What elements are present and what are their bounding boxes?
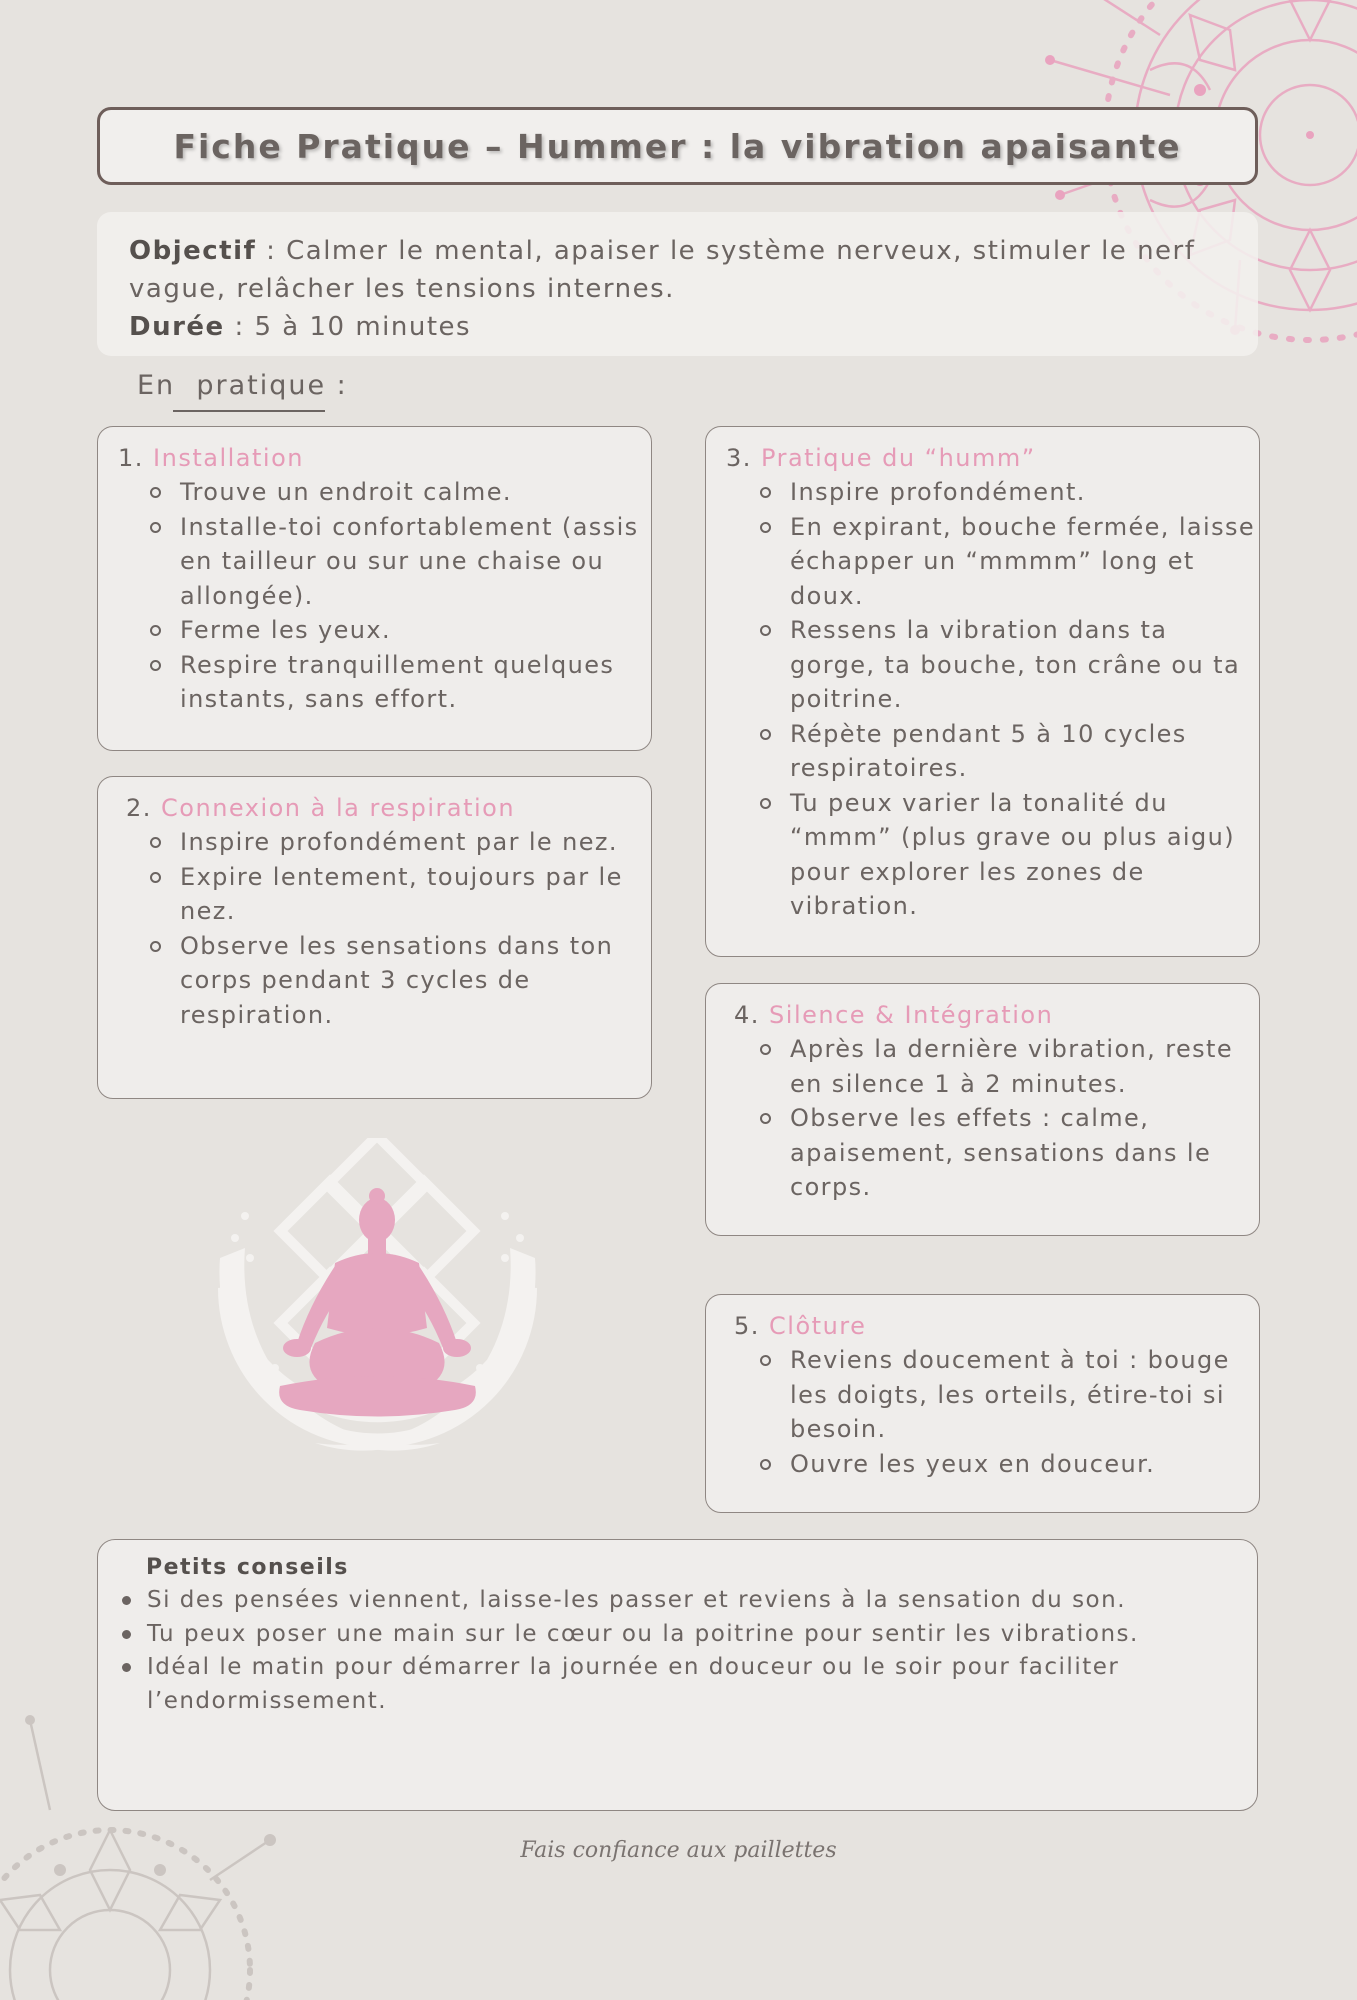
step-list xyxy=(118,475,651,717)
step-number: 1. xyxy=(118,444,144,472)
step-heading: Pratique du “humm” xyxy=(761,444,1036,472)
step-card-respiration xyxy=(97,776,652,1099)
list-item: Inspire profondément par le nez. xyxy=(180,825,651,860)
section-heading xyxy=(137,370,348,401)
step-heading: Installation xyxy=(153,444,304,472)
step-card-humm xyxy=(705,426,1260,957)
objective-line xyxy=(129,232,1226,308)
list-item: Expire lentement, toujours par le nez. xyxy=(180,860,651,929)
step-number: 2. xyxy=(126,794,152,822)
duration-line xyxy=(129,308,1226,346)
section-heading-text: En pratique : xyxy=(137,370,348,401)
tips-list xyxy=(98,1584,1227,1718)
title-box xyxy=(97,107,1258,185)
footer-tagline: Fais confiance aux paillettes xyxy=(520,1838,837,1863)
step-list xyxy=(734,1343,1259,1481)
step-number: 5. xyxy=(734,1312,760,1340)
objective-label: Objectif xyxy=(129,236,257,266)
list-item: Idéal le matin pour démarrer la journée en douceur ou le soir pour faciliter l’endormissement. xyxy=(147,1651,1227,1718)
step-card-installation xyxy=(97,426,652,751)
list-item: Observe les sensations dans ton corps pendant 3 cycles de respiration. xyxy=(180,929,651,1033)
objective-text: : Calmer le mental, apaiser le système nerveux, stimuler le nerf vague, relâcher les tensions internes. xyxy=(129,236,1196,304)
list-item: Si des pensées viennent, laisse-les passer et reviens à la sensation du son. xyxy=(147,1584,1227,1618)
tips-title: Petits conseils xyxy=(146,1555,349,1580)
list-item: Inspire profondément. xyxy=(790,475,1259,510)
step-header xyxy=(726,441,1259,475)
step-header xyxy=(734,998,1259,1032)
step-header xyxy=(734,1309,1259,1343)
step-heading: Silence & Intégration xyxy=(769,1001,1054,1029)
list-item: En expirant, bouche fermée, laisse échapper un “mmmm” long et doux. xyxy=(790,510,1259,614)
step-list xyxy=(126,825,651,1032)
list-item: Après la dernière vibration, reste en silence 1 à 2 minutes. xyxy=(790,1032,1259,1101)
list-item: Ouvre les yeux en douceur. xyxy=(790,1447,1259,1482)
step-heading: Clôture xyxy=(769,1312,867,1340)
list-item: Trouve un endroit calme. xyxy=(180,475,651,510)
duration-label: Durée xyxy=(129,312,225,342)
list-item: Répète pendant 5 à 10 cycles respiratoires. xyxy=(790,717,1259,786)
step-header xyxy=(118,441,651,475)
step-list xyxy=(726,475,1259,924)
list-item: Reviens doucement à toi : bouge les doigts, les orteils, étire-toi si besoin. xyxy=(790,1343,1259,1447)
list-item: Ferme les yeux. xyxy=(180,613,651,648)
duration-text: : 5 à 10 minutes xyxy=(224,312,472,342)
list-item: Installe-toi confortablement (assis en tailleur ou sur une chaise ou allongée). xyxy=(180,510,651,614)
step-header xyxy=(126,791,651,825)
section-underline xyxy=(173,410,325,412)
tips-box xyxy=(97,1539,1258,1811)
meditation-figure-illustration xyxy=(205,1138,550,1473)
objective-box xyxy=(97,212,1258,356)
list-item: Tu peux poser une main sur le cœur ou la poitrine pour sentir les vibrations. xyxy=(147,1618,1227,1652)
list-item: Observe les effets : calme, apaisement, sensations dans le corps. xyxy=(790,1101,1259,1205)
list-item: Respire tranquillement quelques instants, sans effort. xyxy=(180,648,651,717)
list-item: Ressens la vibration dans ta gorge, ta bouche, ton crâne ou ta poitrine. xyxy=(790,613,1259,717)
step-card-silence xyxy=(705,983,1260,1236)
list-item: Tu peux varier la tonalité du “mmm” (plus grave ou plus aigu) pour explorer les zones de vibration. xyxy=(790,786,1259,924)
step-list xyxy=(734,1032,1259,1205)
step-heading: Connexion à la respiration xyxy=(161,794,516,822)
step-number: 3. xyxy=(726,444,752,472)
step-card-cloture xyxy=(705,1294,1260,1513)
step-number: 4. xyxy=(734,1001,760,1029)
page-title: Fiche Pratique – Hummer : la vibration apaisante xyxy=(173,126,1182,166)
